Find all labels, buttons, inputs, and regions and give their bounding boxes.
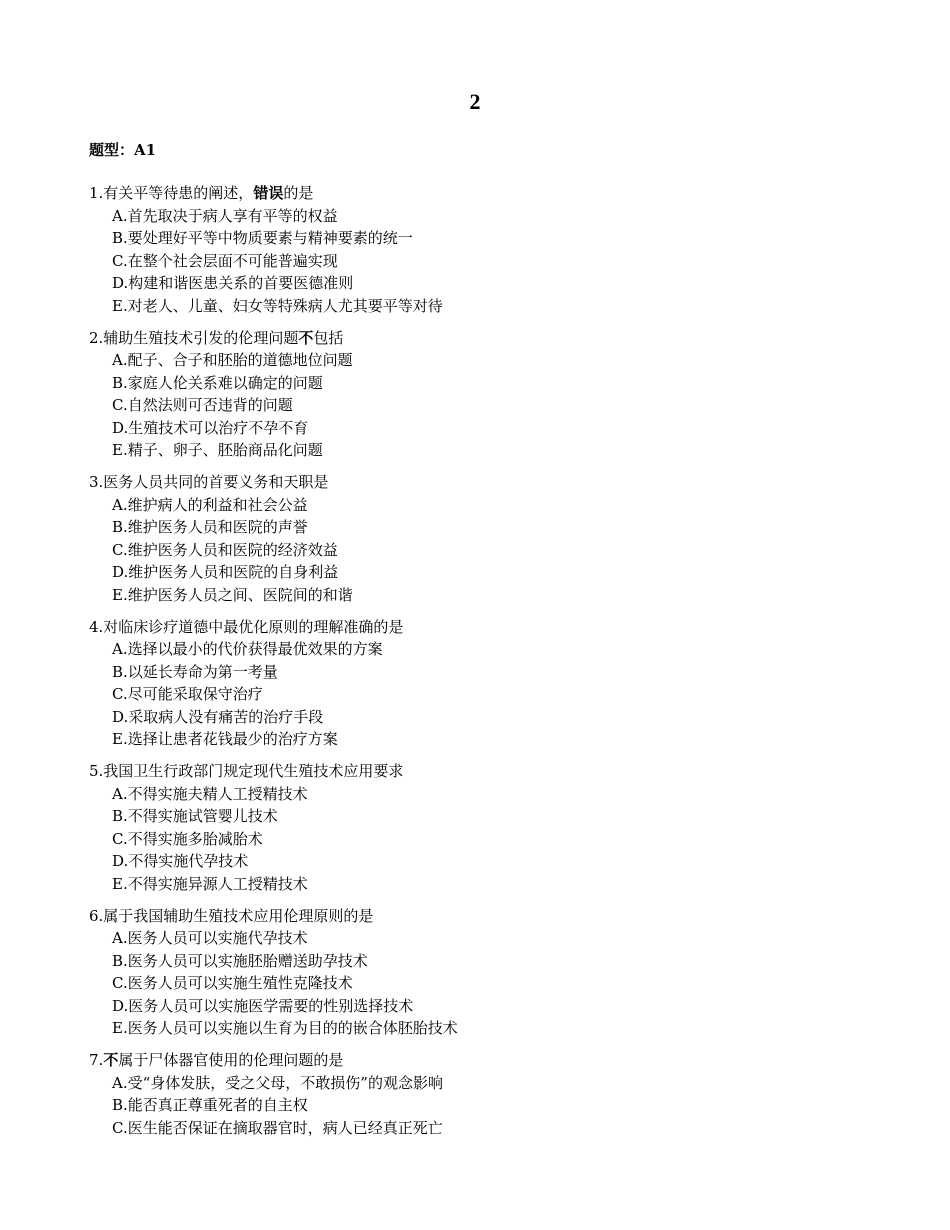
answer-option: A.配子、合子和胚胎的道德地位问题 (112, 351, 353, 369)
answer-option: D.医务人员可以实施医学需要的性别选择技术 (112, 996, 414, 1015)
answer-option: B.要处理好平等中物质要素与精神要素的统一 (112, 229, 413, 247)
stem-text: 5.我国卫生行政部门规定现代生殖技术应用要求 (89, 762, 404, 780)
stem-text: 属于尸体器官使用的伦理问题的是 (118, 1051, 344, 1069)
answer-option: E.维护医务人员之间、医院间的和谐 (112, 585, 353, 604)
answer-option: A.医务人员可以实施代孕技术 (112, 929, 308, 947)
answer-option: E.不得实施异源人工授精技术 (112, 874, 308, 893)
answer-option: B.医务人员可以实施胚胎赠送助孕技术 (112, 951, 368, 970)
answer-option: D.维护医务人员和医院的自身利益 (112, 563, 339, 581)
answer-option: C.医务人员可以实施生殖性克隆技术 (112, 974, 353, 992)
answer-option: A.受“身体发肤，受之父母，不敢损伤”的观念影响 (112, 1073, 443, 1092)
answer-option: B.以延长寿命为第一考量 (112, 662, 278, 681)
answer-option: B.能否真正尊重死者的自主权 (112, 1096, 308, 1114)
answer-option: C.不得实施多胎减胎术 (112, 829, 263, 848)
answer-option: E.选择让患者花钱最少的治疗方案 (112, 730, 338, 748)
question-stem (89, 471, 869, 494)
answer-option: A.选择以最小的代价获得最优效果的方案 (112, 640, 383, 658)
answer-option: C.医生能否保证在摘取器官时，病人已经真正死亡 (112, 1118, 443, 1137)
question-stem (89, 327, 869, 350)
stem-text: 4.对临床诊疗道德中最优化原则的理解准确的是 (89, 617, 404, 636)
question-item (89, 327, 869, 462)
answer-option: C.维护医务人员和医院的经济效益 (112, 540, 338, 559)
stem-text: 2.辅助生殖技术引发的伦理问题 (89, 328, 299, 347)
question-item (89, 760, 869, 895)
stem-text: 包括 (313, 328, 344, 347)
question-item (89, 616, 869, 751)
page-number: 2 (469, 89, 481, 114)
stem-text: 的是 (283, 184, 314, 202)
answer-option: C.尽可能采取保守治疗 (112, 685, 263, 703)
question-item (89, 471, 869, 606)
stem-emphasis: 不 (103, 1051, 119, 1069)
question-item (89, 182, 869, 317)
stem-emphasis: 错误 (253, 184, 284, 202)
answer-option: E.精子、卵子、胚胎商品化问题 (112, 441, 323, 459)
stem-text: 3.医务人员共同的首要义务和天职是 (89, 473, 329, 491)
stem-text: 7. (89, 1051, 104, 1069)
answer-option: A.首先取决于病人享有平等的权益 (112, 206, 338, 225)
question-list (89, 182, 869, 1149)
question-type-heading: 题型：A1 (89, 141, 157, 159)
answer-option: D.采取病人没有痛苦的治疗手段 (112, 707, 324, 726)
question-stem (89, 616, 869, 639)
answer-option: C.在整个社会层面不可能普遍实现 (112, 251, 338, 270)
answer-option: C.自然法则可否违背的问题 (112, 396, 293, 414)
answer-option: E.医务人员可以实施以生育为目的的嵌合体胚胎技术 (112, 1019, 458, 1037)
question-stem (89, 182, 869, 205)
answer-option: D.构建和谐医患关系的首要医德准则 (112, 274, 354, 292)
stem-text: 1.有关平等待患的阐述， (89, 184, 254, 202)
answer-option: B.维护医务人员和医院的声誉 (112, 518, 308, 536)
question-stem (89, 1049, 869, 1072)
question-stem (89, 760, 869, 783)
question-stem (89, 905, 869, 928)
answer-option: B.不得实施试管婴儿技术 (112, 807, 278, 825)
answer-option: A.维护病人的利益和社会公益 (112, 495, 308, 514)
question-item (89, 905, 869, 1040)
stem-emphasis: 不 (298, 328, 314, 347)
stem-text: 6.属于我国辅助生殖技术应用伦理原则的是 (89, 906, 374, 925)
answer-option: D.不得实施代孕技术 (112, 852, 249, 870)
answer-option: D.生殖技术可以治疗不孕不育 (112, 418, 309, 437)
answer-option: E.对老人、儿童、妇女等特殊病人尤其要平等对待 (112, 296, 443, 315)
question-item (89, 1049, 869, 1139)
answer-option: B.家庭人伦关系难以确定的问题 (112, 373, 323, 392)
answer-option: A.不得实施夫精人工授精技术 (112, 784, 308, 803)
